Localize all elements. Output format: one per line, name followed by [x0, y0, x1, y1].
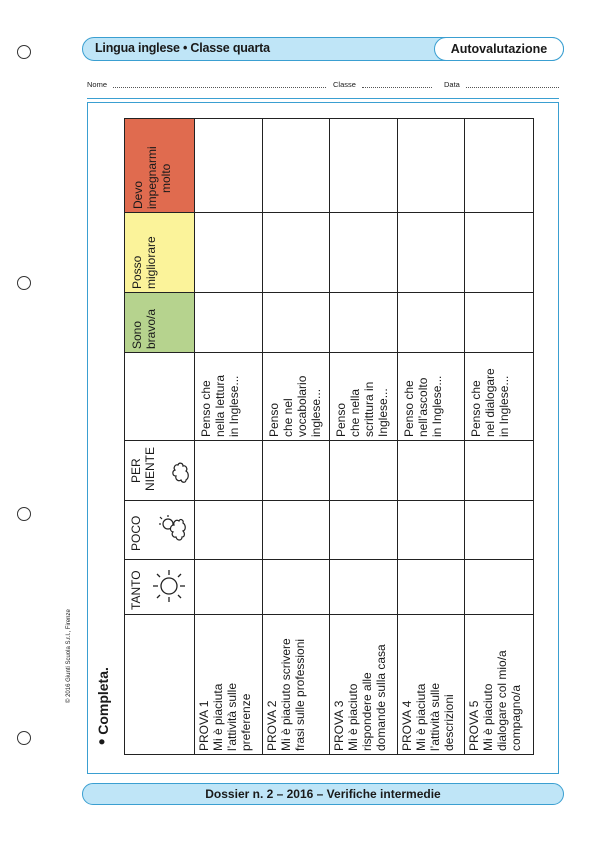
- header-devo-impegnarmi: [125, 119, 195, 213]
- statement-3: Penso che nella scrittura in Inglese...: [330, 353, 398, 441]
- header-per-niente: [125, 441, 195, 501]
- cell-per-niente-5[interactable]: [465, 441, 534, 501]
- cell-red-1[interactable]: [195, 119, 263, 213]
- name-label: Nome: [87, 80, 108, 89]
- cell-tanto-3[interactable]: [330, 560, 398, 615]
- cell-yellow-1[interactable]: [195, 213, 263, 293]
- binder-hole-2: [17, 276, 31, 290]
- cell-red-4[interactable]: [398, 119, 465, 213]
- cell-red-5[interactable]: [465, 119, 534, 213]
- cell-poco-4[interactable]: [398, 501, 465, 560]
- activity-3: PROVA 3 Mi è piaciuto rispondere alle domande sulla casa: [330, 615, 398, 755]
- cell-tanto-2[interactable]: [263, 560, 330, 615]
- cell-per-niente-2[interactable]: [263, 441, 330, 501]
- footer-band: [82, 783, 564, 805]
- date-field[interactable]: [466, 87, 559, 88]
- binder-hole-1: [17, 45, 31, 59]
- binder-hole-4: [17, 731, 31, 745]
- activity-2: PROVA 2 Mi è piaciuto scrivere frasi sulle professioni: [263, 615, 330, 755]
- header-posso-label: Posso migliorare: [130, 236, 158, 289]
- activity-1: PROVA 1 Mi è piaciuta l’attività sulle preferenze: [195, 615, 263, 755]
- activity-header-blank: [125, 615, 195, 755]
- header-tanto-label: TANTO: [129, 570, 143, 610]
- activity-4: PROVA 4 Mi è piaciuta l’attività sulle descrizioni: [398, 615, 465, 755]
- header-sono-label: Sono bravo/a: [130, 308, 158, 349]
- header-per-niente-label: PER NIENTE: [129, 446, 157, 491]
- divider: [87, 98, 559, 99]
- footer-title: Dossier n. 2 – 2016 – Verifiche intermedie: [205, 787, 441, 801]
- cell-per-niente-1[interactable]: [195, 441, 263, 501]
- instruction: [92, 667, 113, 745]
- cell-tanto-1[interactable]: [195, 560, 263, 615]
- instruction-bullet: •: [92, 738, 112, 745]
- class-label: Classe: [333, 80, 356, 89]
- cell-red-3[interactable]: [330, 119, 398, 213]
- student-info-row: [87, 80, 559, 92]
- name-field[interactable]: [113, 87, 326, 88]
- instruction-text: Completa.: [95, 667, 111, 735]
- statement-header-blank: [125, 353, 195, 441]
- header-poco-label: POCO: [129, 515, 143, 551]
- statement-2: Penso che nel vocabolario inglese...: [263, 353, 330, 441]
- cell-green-5[interactable]: [465, 293, 534, 353]
- header-band: [82, 37, 564, 61]
- cell-green-3[interactable]: [330, 293, 398, 353]
- header-sono-bravo: [125, 293, 195, 353]
- cell-tanto-5[interactable]: [465, 560, 534, 615]
- header-tag: Autovalutazione: [434, 37, 564, 61]
- header-subject: Lingua inglese • Classe quarta: [95, 41, 270, 55]
- cell-yellow-5[interactable]: [465, 213, 534, 293]
- cell-poco-2[interactable]: [263, 501, 330, 560]
- copyright: © 2016 Giunti Scuola S.r.l., Firenze: [66, 609, 72, 703]
- cell-yellow-2[interactable]: [263, 213, 330, 293]
- self-assessment-table: [124, 118, 534, 755]
- date-label: Data: [444, 80, 460, 89]
- cell-yellow-3[interactable]: [330, 213, 398, 293]
- cell-poco-1[interactable]: [195, 501, 263, 560]
- cell-green-4[interactable]: [398, 293, 465, 353]
- binder-hole-3: [17, 507, 31, 521]
- statement-1: Penso che nella lettura in Inglese...: [195, 353, 263, 441]
- header-posso-migliorare: [125, 213, 195, 293]
- cell-poco-5[interactable]: [465, 501, 534, 560]
- cell-red-2[interactable]: [263, 119, 330, 213]
- header-tanto: [125, 560, 195, 615]
- statement-4: Penso che nell’ascolto in Inglese...: [398, 353, 465, 441]
- cell-tanto-4[interactable]: [398, 560, 465, 615]
- header-poco: [125, 501, 195, 560]
- class-field[interactable]: [362, 87, 432, 88]
- activity-5: PROVA 5 Mi è piaciuto dialogare col mio/a compagno/a: [465, 615, 534, 755]
- sun-icon: [151, 568, 187, 604]
- cell-per-niente-4[interactable]: [398, 441, 465, 501]
- cell-green-1[interactable]: [195, 293, 263, 353]
- sun-behind-cloud-icon: [159, 511, 187, 545]
- cell-per-niente-3[interactable]: [330, 441, 398, 501]
- cell-yellow-4[interactable]: [398, 213, 465, 293]
- cell-green-2[interactable]: [263, 293, 330, 353]
- cloud-icon: [169, 457, 191, 483]
- header-devo-label: Devo impegnarmi molto: [131, 146, 173, 209]
- statement-5: Penso che nel dialogare in Inglese...: [465, 353, 534, 441]
- cell-poco-3[interactable]: [330, 501, 398, 560]
